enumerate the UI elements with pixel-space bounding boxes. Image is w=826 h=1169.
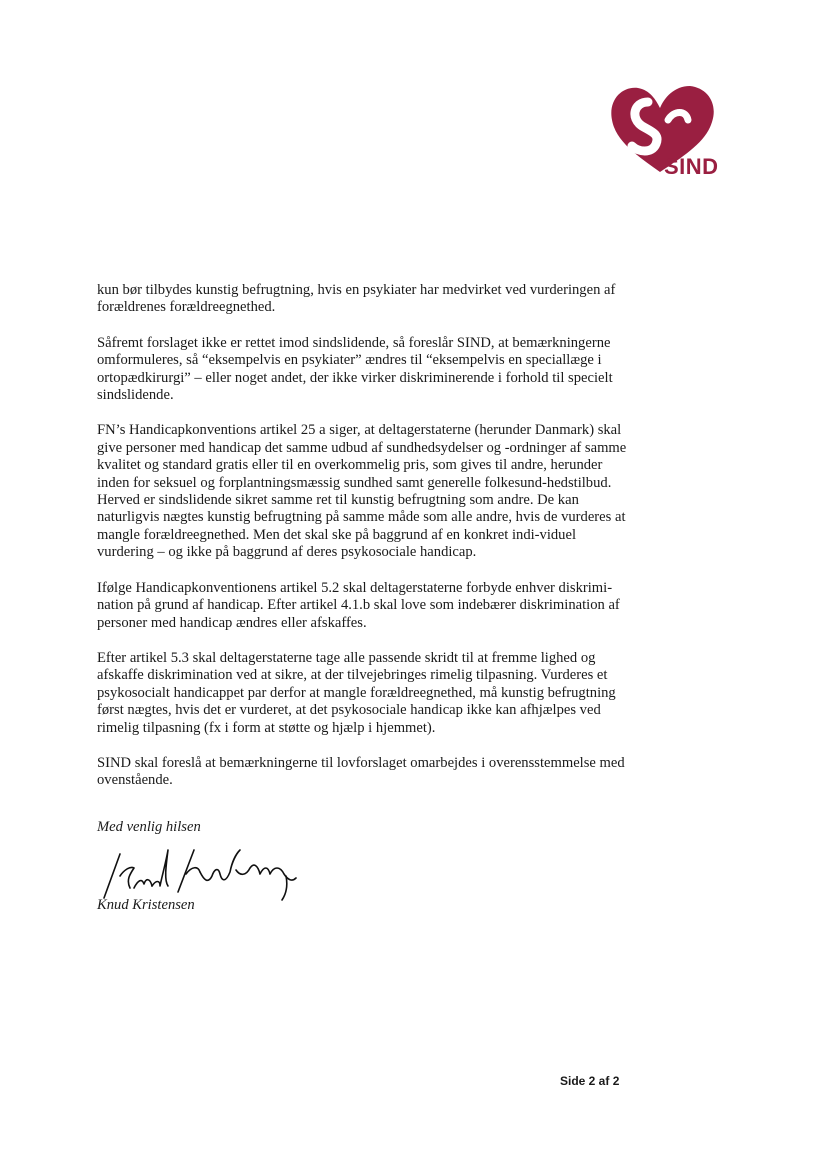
closing-greeting: Med venlig hilsen xyxy=(97,819,201,835)
page-number: Side 2 af 2 xyxy=(560,1074,620,1088)
paragraph: FN’s Handicapkonventions artikel 25 a siger, at deltagerstaterne (herunder Danmark) skal give personer med handicap det samme udbud af sundhedsydelser og -ordninger af samme kvalitet og standard gratis eller til en overkommelig pris, som gives til andre, herunder inden for seksuel og forplantningsmæssig sundhed samt generelle folkesund-hedstilbud. Herved er sindslidende sikret samme ret til kunstig befrugtning som andre. De kan naturligvis nægtes kunstig befrugtning på samme måde som alle andre, hvis de vurderes at mangle forældreegnethed. Men det skal ske på baggrund af en konkret indi-viduel vurdering – og ikke på baggrund af deres psykosociale handicap. xyxy=(97,422,627,561)
paragraph: Efter artikel 5.3 skal deltagerstaterne tage alle passende skridt til at fremme lighed og afskaffe diskrimination ved at sikre, at der tilvejebringes rimelig tilpasning. Vurderes et psykosocialt handicappet par derfor at mangle forældreegnethed, må kunstig befrugtning først nægtes, hvis det er vurderet, at det psykosociale handicap ikke kan afhjælpes ved rimelig tilpasning (fx i form at støtte og hjælp i hjemmet). xyxy=(97,649,616,736)
signer-name: Knud Kristensen xyxy=(97,897,195,913)
paragraph: Ifølge Handicapkonventionens artikel 5.2 skal deltagerstaterne forbyde enhver diskrimi-nation på grund af handicap. Efter artikel 4.1.b skal love som indebærer diskrimination af personer med handicap ændres eller afskaffes. xyxy=(97,579,620,631)
paragraph: SIND skal foreslå at bemærkningerne til lovforslaget omarbejdes i overensstemmelse med ovenstående. xyxy=(97,754,625,789)
handwritten-signature xyxy=(90,836,300,904)
letter-body xyxy=(97,282,627,808)
paragraph: Såfremt forslaget ikke er rettet imod sindslidende, så foreslår SIND, at bemærkningerne omformuleres, så “eksempelvis en psykiater” ændres til “eksempelvis en speciallæge i ortopædkirurgi” – eller noget andet, der ikke virker diskriminerende i forhold til specielt sindslidende. xyxy=(97,334,613,404)
logo-wordmark: SIND xyxy=(664,154,719,179)
sind-logo xyxy=(598,80,718,180)
paragraph: kun bør tilbydes kunstig befrugtning, hvis en psykiater har medvirket ved vurderingen af forældrenes forældreegnethed. xyxy=(97,282,616,316)
